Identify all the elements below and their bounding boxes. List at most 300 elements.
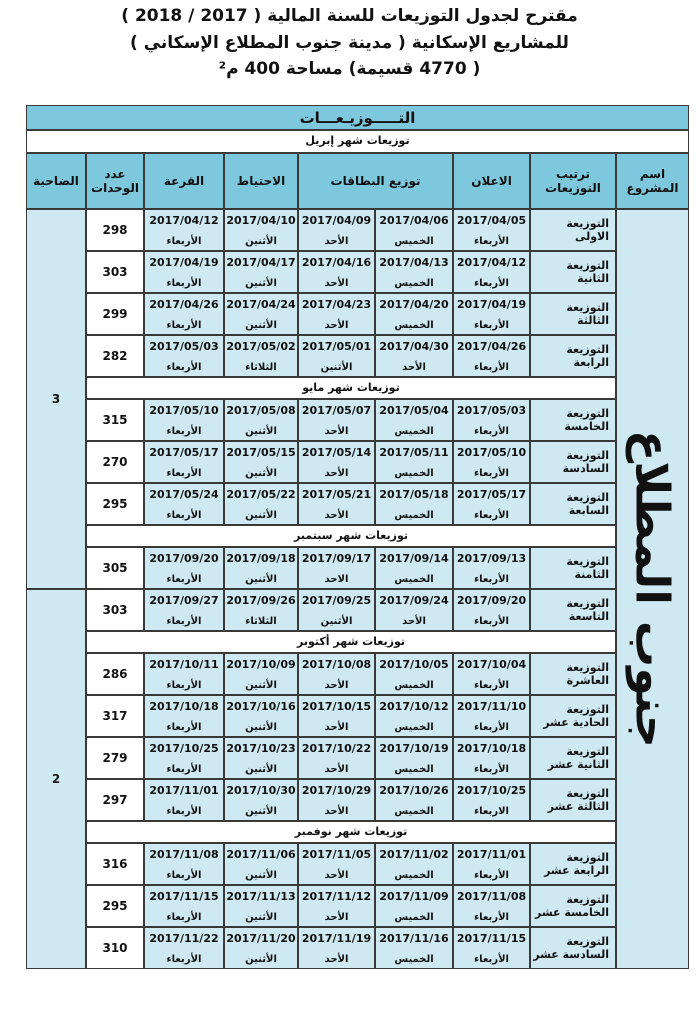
date-value: 2017/10/18 bbox=[149, 700, 219, 713]
cards2-date-cell bbox=[298, 885, 375, 927]
date-value: 2017/09/13 bbox=[456, 552, 527, 565]
weekday-value: الأثنين bbox=[245, 954, 277, 965]
weekday-value: الأثنين bbox=[245, 426, 277, 437]
date-value: 2017/11/20 bbox=[226, 932, 296, 945]
header-project bbox=[616, 153, 689, 209]
date-value: 2017/05/04 bbox=[379, 404, 449, 417]
weekday-value: الأربعاء bbox=[474, 616, 509, 627]
units-cell bbox=[86, 209, 144, 251]
draw-date-cell bbox=[144, 441, 224, 483]
reserve-date-cell bbox=[224, 927, 298, 969]
reserve-date-cell bbox=[224, 779, 298, 821]
date-value: 2017/11/08 bbox=[456, 890, 527, 903]
cards2-date-cell bbox=[298, 589, 375, 631]
draw-date-cell bbox=[144, 843, 224, 885]
weekday-value: الأحد bbox=[324, 870, 349, 881]
distribution-name: التوزيعة السابعة bbox=[566, 491, 609, 517]
header-text: ترتيب التوزيعات bbox=[545, 167, 601, 195]
draw-date-cell bbox=[144, 695, 224, 737]
weekday-value: الأربعاء bbox=[474, 764, 509, 775]
date-value: 2017/09/26 bbox=[226, 594, 296, 607]
month-label: توزيعات شهر نوفمبر bbox=[294, 825, 408, 838]
weekday-value: الأثنين bbox=[245, 574, 277, 585]
announce-date-cell bbox=[453, 441, 530, 483]
draw-date-cell bbox=[144, 483, 224, 525]
weekday-value: الأثنين bbox=[245, 236, 277, 247]
reserve-date-cell bbox=[224, 547, 298, 589]
date-value: 2017/10/04 bbox=[456, 658, 527, 671]
weekday-value: الأثنين bbox=[245, 680, 277, 691]
draw-date-cell bbox=[144, 399, 224, 441]
date-value: 2017/10/19 bbox=[379, 742, 449, 755]
draw-date-cell bbox=[144, 589, 224, 631]
cards2-date-cell bbox=[298, 251, 375, 293]
weekday-value: الخميس bbox=[394, 806, 434, 817]
cards2-date-cell bbox=[298, 737, 375, 779]
weekday-value: الخميس bbox=[394, 510, 434, 521]
weekday-value: الأربعاء bbox=[474, 574, 509, 585]
date-value: 2017/05/03 bbox=[149, 340, 219, 353]
cards1-date-cell bbox=[375, 695, 453, 737]
date-value: 2017/09/17 bbox=[301, 552, 372, 565]
weekday-value: الأثنين bbox=[320, 362, 353, 373]
units-cell bbox=[86, 441, 144, 483]
date-value: 2017/04/19 bbox=[456, 298, 527, 311]
distribution-name-cell bbox=[530, 589, 616, 631]
date-value: 2017/10/08 bbox=[301, 658, 372, 671]
announce-date-cell bbox=[453, 653, 530, 695]
cards2-date-cell bbox=[298, 399, 375, 441]
distribution-name: التوزيعة الرابعة bbox=[566, 343, 609, 369]
weekday-value: الأربعاء bbox=[166, 510, 202, 521]
distribution-name-cell bbox=[530, 695, 616, 737]
header-text: عدد الوحدات bbox=[91, 167, 139, 195]
weekday-value: الخميس bbox=[394, 278, 434, 289]
announce-date-cell bbox=[453, 251, 530, 293]
suburb-value: 2 bbox=[51, 772, 61, 786]
weekday-value: الأربعاء bbox=[474, 870, 509, 881]
cards2-date-cell bbox=[298, 547, 375, 589]
date-value: 2017/04/20 bbox=[379, 298, 449, 311]
date-value: 2017/11/02 bbox=[379, 848, 449, 861]
weekday-value: الأربعاء bbox=[166, 426, 202, 437]
weekday-value: الأربعاء bbox=[166, 236, 202, 247]
weekday-value: الخميس bbox=[394, 722, 434, 733]
date-value: 2017/04/19 bbox=[149, 256, 219, 269]
cards1-date-cell bbox=[375, 885, 453, 927]
date-value: 2017/11/15 bbox=[456, 932, 527, 945]
date-value: 2017/05/17 bbox=[456, 488, 527, 501]
date-value: 2017/10/26 bbox=[379, 784, 449, 797]
weekday-value: الخميس bbox=[394, 236, 434, 247]
reserve-date-cell bbox=[224, 293, 298, 335]
weekday-value: الأربعاء bbox=[474, 722, 509, 733]
date-value: 2017/11/19 bbox=[301, 932, 372, 945]
date-value: 2017/04/12 bbox=[149, 214, 219, 227]
header-draw bbox=[144, 153, 224, 209]
header-text: الضاحية bbox=[33, 174, 79, 188]
weekday-value: الأربعاء bbox=[474, 510, 509, 521]
distribution-name-cell bbox=[530, 441, 616, 483]
document-area-line: ( 4770 قسيمة) مساحة 400 م² bbox=[218, 59, 481, 79]
weekday-value: الخميس bbox=[394, 870, 434, 881]
date-value: 2017/09/25 bbox=[301, 594, 372, 607]
draw-date-cell bbox=[144, 653, 224, 695]
date-value: 2017/04/13 bbox=[379, 256, 449, 269]
announce-date-cell bbox=[453, 779, 530, 821]
weekday-value: الثلاثاء bbox=[245, 616, 277, 627]
distribution-name: التوزيعة الحادية عشر bbox=[543, 703, 609, 729]
date-value: 2017/04/23 bbox=[301, 298, 372, 311]
date-value: 2017/11/01 bbox=[149, 784, 219, 797]
weekday-value: الأحد bbox=[324, 912, 349, 923]
date-value: 2017/10/23 bbox=[226, 742, 296, 755]
distribution-name-cell bbox=[530, 547, 616, 589]
weekday-value: الأحد bbox=[402, 362, 426, 373]
date-value: 2017/11/06 bbox=[226, 848, 296, 861]
announce-date-cell bbox=[453, 737, 530, 779]
cards1-date-cell bbox=[375, 335, 453, 377]
weekday-value: الأربعاء bbox=[166, 806, 202, 817]
units-cell bbox=[86, 335, 144, 377]
weekday-value: الأربعاء bbox=[166, 574, 202, 585]
weekday-value: الأربعاء bbox=[166, 954, 202, 965]
units-value: 286 bbox=[102, 667, 128, 681]
units-value: 315 bbox=[102, 413, 128, 427]
weekday-value: الأربعاء bbox=[166, 468, 202, 479]
month-band-november bbox=[86, 821, 616, 843]
units-cell bbox=[86, 927, 144, 969]
month-band-september bbox=[86, 525, 616, 547]
weekday-value: الأحد bbox=[324, 236, 349, 247]
cards1-date-cell bbox=[375, 441, 453, 483]
weekday-value: الأثنين bbox=[245, 722, 277, 733]
units-value: 270 bbox=[102, 455, 128, 469]
weekday-value: الأربعاء bbox=[166, 616, 202, 627]
date-value: 2017/11/01 bbox=[456, 848, 527, 861]
date-value: 2017/11/15 bbox=[149, 890, 219, 903]
date-value: 2017/04/06 bbox=[379, 214, 449, 227]
units-value: 317 bbox=[102, 709, 128, 723]
weekday-value: الأحد bbox=[324, 278, 349, 289]
announce-date-cell bbox=[453, 927, 530, 969]
weekday-value: الأحد bbox=[402, 616, 426, 627]
cards1-date-cell bbox=[375, 209, 453, 251]
distribution-name-cell bbox=[530, 843, 616, 885]
weekday-value: الأربعاء bbox=[166, 320, 202, 331]
units-cell bbox=[86, 779, 144, 821]
cards1-date-cell bbox=[375, 653, 453, 695]
cards2-date-cell bbox=[298, 927, 375, 969]
units-value: 295 bbox=[102, 497, 128, 511]
cards1-date-cell bbox=[375, 779, 453, 821]
cards1-date-cell bbox=[375, 251, 453, 293]
weekday-value: الأربعاء bbox=[166, 362, 202, 373]
weekday-value: الأربعاء bbox=[474, 468, 509, 479]
cards2-date-cell bbox=[298, 483, 375, 525]
date-value: 2017/09/14 bbox=[379, 552, 449, 565]
header-text: توزيع البطاقات bbox=[330, 174, 421, 188]
weekday-value: الأثنين bbox=[245, 764, 277, 775]
header-text: القرعة bbox=[163, 174, 205, 188]
project-name: جنوب المطلاع bbox=[625, 429, 680, 749]
draw-date-cell bbox=[144, 737, 224, 779]
header-text: اسم المشروع bbox=[626, 167, 679, 195]
date-value: 2017/04/30 bbox=[379, 340, 449, 353]
weekday-value: الاحد bbox=[324, 574, 349, 585]
date-value: 2017/11/16 bbox=[379, 932, 449, 945]
weekday-value: الأحد bbox=[324, 722, 349, 733]
draw-date-cell bbox=[144, 547, 224, 589]
units-value: 298 bbox=[102, 223, 128, 237]
weekday-value: الأحد bbox=[324, 954, 349, 965]
date-value: 2017/04/26 bbox=[149, 298, 219, 311]
date-value: 2017/05/03 bbox=[456, 404, 527, 417]
weekday-value: الأربعاء bbox=[474, 278, 509, 289]
weekday-value: الخميس bbox=[394, 680, 434, 691]
units-value: 316 bbox=[102, 857, 128, 871]
weekday-value: الخميس bbox=[394, 954, 434, 965]
distribution-name: التوزيعة التاسعة bbox=[566, 597, 609, 623]
date-value: 2017/10/09 bbox=[226, 658, 296, 671]
distribution-name: التوزيعة الخامسة bbox=[564, 407, 609, 433]
date-value: 2017/05/01 bbox=[301, 340, 372, 353]
cards1-date-cell bbox=[375, 737, 453, 779]
month-band-april bbox=[26, 130, 689, 153]
announce-date-cell bbox=[453, 885, 530, 927]
announce-date-cell bbox=[453, 293, 530, 335]
weekday-value: الأربعاء bbox=[166, 680, 202, 691]
month-band-may bbox=[86, 377, 616, 399]
distribution-name-cell bbox=[530, 209, 616, 251]
date-value: 2017/04/10 bbox=[226, 214, 296, 227]
units-value: 282 bbox=[102, 349, 128, 363]
distribution-name: التوزيعة الاولى bbox=[566, 217, 609, 243]
distribution-name-cell bbox=[530, 483, 616, 525]
announce-date-cell bbox=[453, 335, 530, 377]
date-value: 2017/11/05 bbox=[301, 848, 372, 861]
reserve-date-cell bbox=[224, 589, 298, 631]
reserve-date-cell bbox=[224, 209, 298, 251]
document-title: مقترح لجدول التوزيعات للسنة المالية ( 2017 / 2018 ) bbox=[121, 6, 578, 26]
cards1-date-cell bbox=[375, 927, 453, 969]
weekday-value: الخميس bbox=[394, 574, 434, 585]
units-cell bbox=[86, 737, 144, 779]
cards1-date-cell bbox=[375, 293, 453, 335]
weekday-value: الأربعاء bbox=[166, 764, 202, 775]
reserve-date-cell bbox=[224, 653, 298, 695]
units-value: 303 bbox=[102, 265, 128, 279]
table-title-text: التـــــوزيـعـــات bbox=[299, 108, 416, 127]
date-value: 2017/09/20 bbox=[149, 552, 219, 565]
date-value: 2017/10/16 bbox=[226, 700, 296, 713]
reserve-date-cell bbox=[224, 885, 298, 927]
announce-date-cell bbox=[453, 547, 530, 589]
reserve-date-cell bbox=[224, 441, 298, 483]
date-value: 2017/09/18 bbox=[226, 552, 296, 565]
reserve-date-cell bbox=[224, 695, 298, 737]
weekday-value: الأحد bbox=[324, 468, 349, 479]
units-value: 310 bbox=[102, 941, 128, 955]
draw-date-cell bbox=[144, 335, 224, 377]
draw-date-cell bbox=[144, 885, 224, 927]
date-value: 2017/11/10 bbox=[456, 700, 527, 713]
announce-date-cell bbox=[453, 843, 530, 885]
units-cell bbox=[86, 547, 144, 589]
date-value: 2017/05/21 bbox=[301, 488, 372, 501]
units-value: 297 bbox=[102, 793, 128, 807]
weekday-value: الخميس bbox=[394, 468, 434, 479]
date-value: 2017/05/08 bbox=[226, 404, 296, 417]
units-cell bbox=[86, 589, 144, 631]
weekday-value: الأثنين bbox=[320, 616, 353, 627]
weekday-value: الأحد bbox=[324, 510, 349, 521]
distribution-name-cell bbox=[530, 293, 616, 335]
cards2-date-cell bbox=[298, 843, 375, 885]
weekday-value: الأحد bbox=[324, 426, 349, 437]
weekday-value: الأربعاء bbox=[166, 278, 202, 289]
date-value: 2017/05/14 bbox=[301, 446, 372, 459]
weekday-value: الثلاثاء bbox=[245, 362, 277, 373]
date-value: 2017/11/09 bbox=[379, 890, 449, 903]
cards1-date-cell bbox=[375, 547, 453, 589]
date-value: 2017/09/24 bbox=[379, 594, 449, 607]
header-text: الاعلان bbox=[471, 174, 512, 188]
date-value: 2017/11/08 bbox=[149, 848, 219, 861]
weekday-value: الاربعاء bbox=[474, 806, 509, 817]
date-value: 2017/11/13 bbox=[226, 890, 296, 903]
month-label: توزيعات شهر سبتمبر bbox=[294, 529, 408, 542]
distribution-name-cell bbox=[530, 653, 616, 695]
weekday-value: الأربعاء bbox=[474, 680, 509, 691]
units-cell bbox=[86, 251, 144, 293]
distribution-name-cell bbox=[530, 885, 616, 927]
date-value: 2017/04/26 bbox=[456, 340, 527, 353]
date-value: 2017/05/11 bbox=[379, 446, 449, 459]
weekday-value: الأثنين bbox=[245, 870, 277, 881]
cards1-date-cell bbox=[375, 589, 453, 631]
date-value: 2017/11/12 bbox=[301, 890, 372, 903]
weekday-value: الأثنين bbox=[245, 320, 277, 331]
date-value: 2017/05/24 bbox=[149, 488, 219, 501]
date-value: 2017/10/18 bbox=[456, 742, 527, 755]
weekday-value: الأربعاء bbox=[474, 954, 509, 965]
date-value: 2017/09/27 bbox=[149, 594, 219, 607]
weekday-value: الأربعاء bbox=[474, 426, 509, 437]
weekday-value: الخميس bbox=[394, 320, 434, 331]
reserve-date-cell bbox=[224, 251, 298, 293]
cards1-date-cell bbox=[375, 843, 453, 885]
draw-date-cell bbox=[144, 251, 224, 293]
date-value: 2017/05/18 bbox=[379, 488, 449, 501]
distribution-name: التوزيعة الثامنة bbox=[566, 555, 609, 581]
date-value: 2017/04/05 bbox=[456, 214, 527, 227]
document-subtitle: للمشاريع الإسكانية ( مدينة جنوب المطلاع الإسكاني ) bbox=[130, 33, 569, 53]
date-value: 2017/10/25 bbox=[149, 742, 219, 755]
units-value: 279 bbox=[102, 751, 128, 765]
reserve-date-cell bbox=[224, 843, 298, 885]
date-value: 2017/05/17 bbox=[149, 446, 219, 459]
reserve-date-cell bbox=[224, 399, 298, 441]
weekday-value: الأربعاء bbox=[474, 236, 509, 247]
weekday-value: الأثنين bbox=[245, 278, 277, 289]
cards2-date-cell bbox=[298, 335, 375, 377]
distribution-name: التوزيعة الثانية عشر bbox=[547, 745, 609, 771]
date-value: 2017/05/02 bbox=[226, 340, 296, 353]
suburb-cell bbox=[26, 209, 86, 589]
distribution-name-cell bbox=[530, 779, 616, 821]
cards1-date-cell bbox=[375, 399, 453, 441]
weekday-value: الأثنين bbox=[245, 468, 277, 479]
header-units bbox=[86, 153, 144, 209]
announce-date-cell bbox=[453, 589, 530, 631]
header-announce bbox=[453, 153, 530, 209]
distribution-name-cell bbox=[530, 251, 616, 293]
weekday-value: الخميس bbox=[394, 912, 434, 923]
date-value: 2017/10/11 bbox=[149, 658, 219, 671]
units-cell bbox=[86, 399, 144, 441]
date-value: 2017/09/20 bbox=[456, 594, 527, 607]
units-cell bbox=[86, 843, 144, 885]
units-cell bbox=[86, 885, 144, 927]
date-value: 2017/10/12 bbox=[379, 700, 449, 713]
date-value: 2017/10/05 bbox=[379, 658, 449, 671]
weekday-value: الأحد bbox=[324, 680, 349, 691]
date-value: 2017/05/15 bbox=[226, 446, 296, 459]
distribution-name: التوزيعة السادسة bbox=[562, 449, 609, 475]
cards2-date-cell bbox=[298, 293, 375, 335]
date-value: 2017/05/10 bbox=[149, 404, 219, 417]
header-suburb bbox=[26, 153, 86, 209]
weekday-value: الأثنين bbox=[245, 912, 277, 923]
header-text: الاحتياط bbox=[236, 174, 286, 188]
weekday-value: الخميس bbox=[394, 764, 434, 775]
date-value: 2017/05/22 bbox=[226, 488, 296, 501]
date-value: 2017/04/17 bbox=[226, 256, 296, 269]
cards2-date-cell bbox=[298, 441, 375, 483]
month-label: توزيعات شهر إبريل bbox=[305, 134, 410, 147]
weekday-value: الأربعاء bbox=[166, 912, 202, 923]
date-value: 2017/11/22 bbox=[149, 932, 219, 945]
date-value: 2017/10/22 bbox=[301, 742, 372, 755]
units-cell bbox=[86, 483, 144, 525]
distribution-name: التوزيعة الرابعة عشر bbox=[544, 851, 609, 877]
weekday-value: الأربعاء bbox=[166, 722, 202, 733]
weekday-value: الأحد bbox=[324, 806, 349, 817]
project-name-cell bbox=[616, 209, 689, 969]
distribution-name-cell bbox=[530, 399, 616, 441]
date-value: 2017/04/12 bbox=[456, 256, 527, 269]
date-value: 2017/04/16 bbox=[301, 256, 372, 269]
distribution-name: التوزيعة الثانية bbox=[566, 259, 609, 285]
month-label: توزيعات شهر أكتوبر bbox=[297, 635, 405, 648]
units-cell bbox=[86, 293, 144, 335]
weekday-value: الأحد bbox=[324, 764, 349, 775]
announce-date-cell bbox=[453, 209, 530, 251]
cards2-date-cell bbox=[298, 779, 375, 821]
distribution-name-cell bbox=[530, 927, 616, 969]
date-value: 2017/05/10 bbox=[456, 446, 527, 459]
date-value: 2017/04/09 bbox=[301, 214, 372, 227]
cards2-date-cell bbox=[298, 209, 375, 251]
draw-date-cell bbox=[144, 779, 224, 821]
table-title bbox=[26, 105, 689, 130]
units-value: 299 bbox=[102, 307, 128, 321]
units-cell bbox=[86, 653, 144, 695]
weekday-value: الأحد bbox=[324, 320, 349, 331]
distribution-name: التوزيعة العاشرة bbox=[566, 661, 609, 687]
distribution-name-cell bbox=[530, 737, 616, 779]
